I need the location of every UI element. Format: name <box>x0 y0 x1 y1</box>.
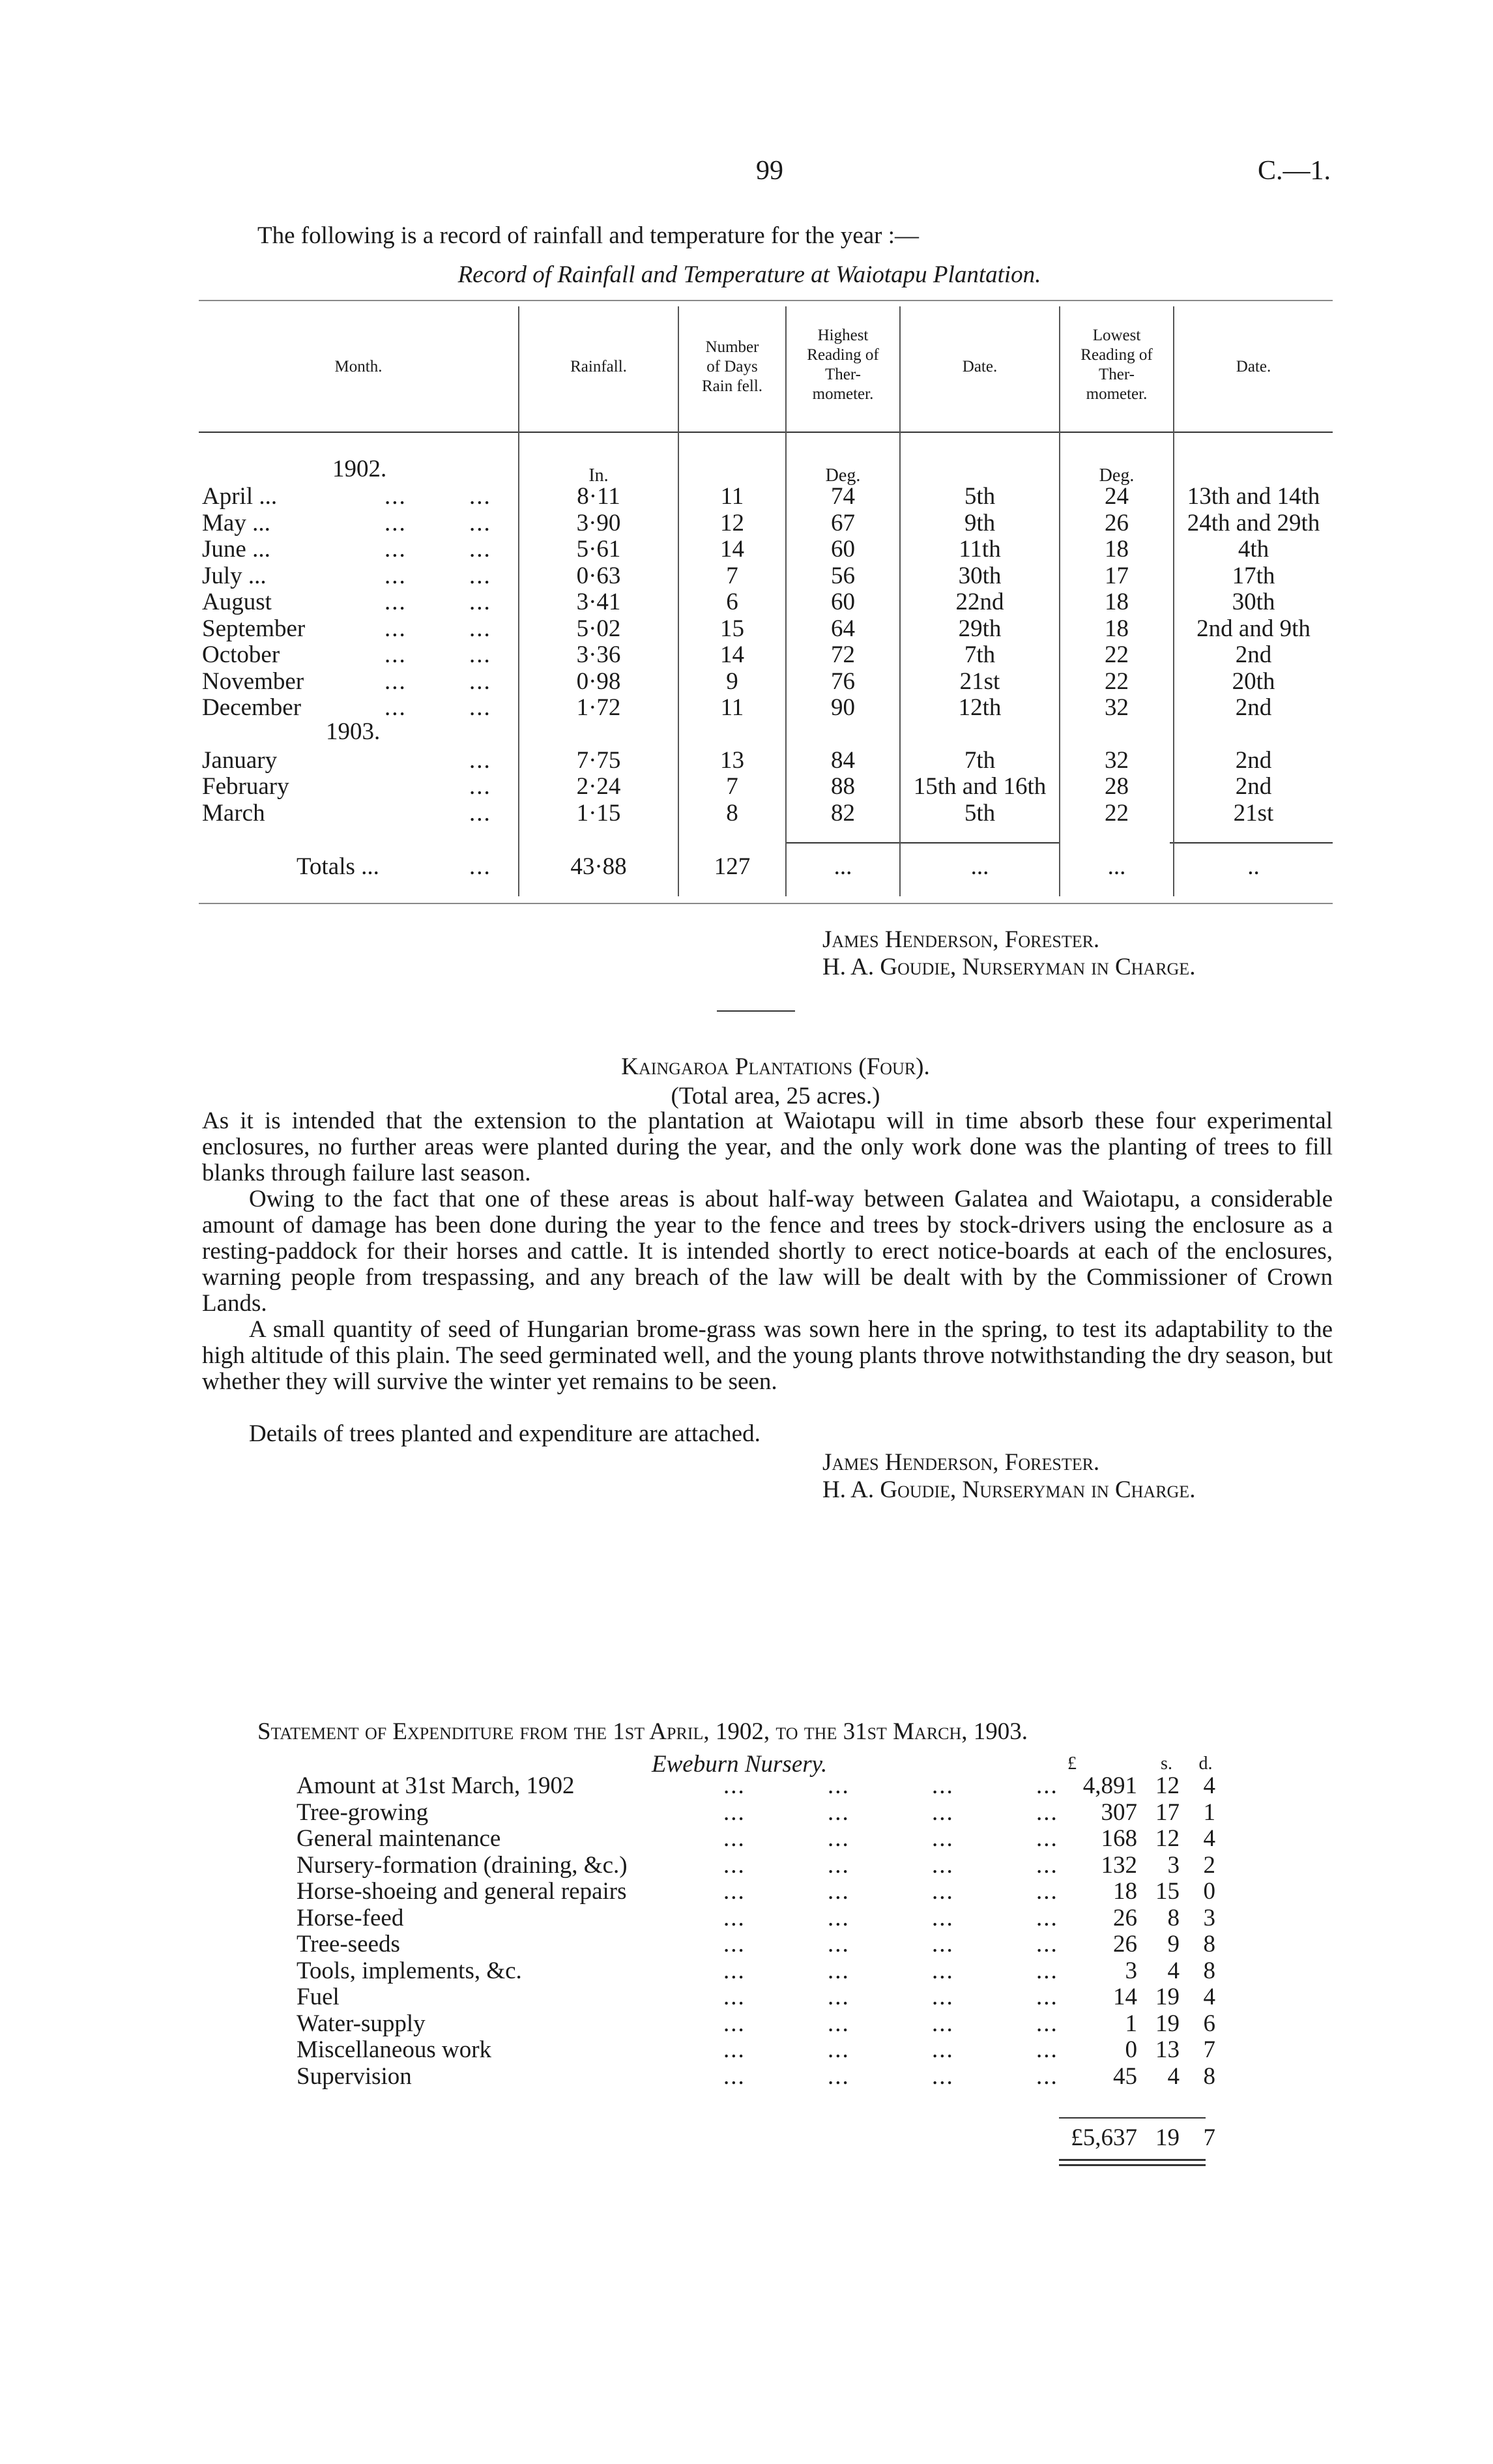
leader-dots: ... <box>469 562 491 589</box>
month-cell: November <box>202 667 304 695</box>
document-reference: C.—1. <box>1258 156 1331 186</box>
leader-dots: ... <box>932 1931 954 1958</box>
header-highest-line4: mometer. <box>812 385 874 403</box>
expenditure-pence: 2 <box>1203 1851 1215 1879</box>
totals-hdate: ... <box>970 853 989 880</box>
high-cell: 74 <box>831 483 855 510</box>
month-cell: June ... <box>202 536 270 563</box>
header-rainfall: Rainfall. <box>570 358 627 375</box>
header-month: Month. <box>334 358 383 375</box>
leader-dots: ... <box>723 1772 746 1799</box>
expenditure-pounds: 0 <box>1125 2036 1137 2063</box>
high-cell: 64 <box>831 615 855 642</box>
leader-dots: ... <box>723 1957 746 1984</box>
header-date-low: Date. <box>1236 358 1271 375</box>
unit-high: Deg. <box>825 465 861 486</box>
hdate-cell: 5th <box>964 483 996 510</box>
leader-dots: ... <box>384 483 407 510</box>
leader-dots: ... <box>469 746 491 774</box>
high-cell: 72 <box>831 641 855 668</box>
leader-dots: ... <box>469 483 491 510</box>
low-cell: 17 <box>1105 562 1129 589</box>
totals-dots: ... <box>469 853 491 880</box>
month-cell: January <box>202 746 278 774</box>
low-cell: 28 <box>1105 773 1129 800</box>
header-date-high: Date. <box>962 358 998 375</box>
totals-rain: 43·88 <box>570 853 627 880</box>
leader-dots: ... <box>932 1825 954 1852</box>
signature-forester-2: James Henderson, Forester. <box>822 1449 1100 1476</box>
expenditure-pounds: 132 <box>1101 1851 1137 1879</box>
hdate-cell: 15th and 16th <box>913 773 1047 800</box>
leader-dots: ... <box>723 1798 746 1826</box>
expenditure-label: Amount at 31st March, 1902 <box>297 1772 575 1799</box>
leader-dots: ... <box>828 1851 850 1879</box>
expenditure-label: Miscellaneous work <box>297 2036 492 2063</box>
low-cell: 24 <box>1105 483 1129 510</box>
expenditure-pounds: 1 <box>1125 2010 1137 2037</box>
leader-dots: ... <box>469 799 491 827</box>
ldate-cell: 20th <box>1232 667 1275 695</box>
signature-forester-1: James Henderson, Forester. <box>822 926 1100 953</box>
high-cell: 76 <box>831 667 855 695</box>
leader-dots: ... <box>932 1878 954 1905</box>
leader-dots: ... <box>723 1984 746 2010</box>
paragraph-3: A small quantity of seed of Hungarian brome-grass was sown here in the spring, to test its adaptability to the high altitude of this plain. The seed germinated well, and the young plants throve notwithstanding the dry season, but whether they will survive the winter yet remains to be seen. <box>202 1316 1333 1395</box>
leader-dots: ... <box>828 1984 850 2010</box>
rain-cell: 3·41 <box>576 589 621 615</box>
expenditure-pounds: 26 <box>1113 1904 1137 1931</box>
month-cell: May ... <box>202 509 270 536</box>
expenditure-shillings: 17 <box>1155 1798 1180 1826</box>
expenditure-pounds: 26 <box>1113 1931 1137 1958</box>
hdate-cell: 11th <box>959 536 1001 563</box>
month-cell: February <box>202 773 289 800</box>
leader-dots: ... <box>1036 1772 1058 1799</box>
expenditure-pence: 1 <box>1203 1798 1215 1826</box>
ldate-cell: 24th and 29th <box>1187 509 1320 536</box>
days-cell: 12 <box>720 509 744 536</box>
col-pence-header: d. <box>1198 1753 1213 1774</box>
leader-dots: ... <box>932 2062 954 2090</box>
expenditure-shillings: 12 <box>1155 1772 1180 1799</box>
leader-dots: ... <box>1036 1798 1058 1826</box>
header-lowest-line2: Reading of <box>1080 346 1153 364</box>
paragraph-4: Details of trees planted and expenditure are attached. <box>249 1420 761 1447</box>
leader-dots: ... <box>828 1772 850 1799</box>
high-cell: 67 <box>831 509 855 536</box>
leader-dots: ... <box>828 1878 850 1905</box>
hdate-cell: 7th <box>964 746 996 774</box>
leader-dots: ... <box>469 773 491 800</box>
expenditure-subtitle: Eweburn Nursery. <box>652 1751 828 1778</box>
high-cell: 82 <box>831 799 855 827</box>
leader-dots: ... <box>384 589 407 615</box>
leader-dots: ... <box>469 641 491 668</box>
expenditure-pence: 4 <box>1203 1984 1215 2010</box>
leader-dots: ... <box>1036 1957 1058 1984</box>
expenditure-pence: 8 <box>1203 2062 1215 2090</box>
leader-dots: ... <box>469 667 491 695</box>
rain-cell: 2·24 <box>576 773 621 800</box>
hdate-cell: 9th <box>964 509 996 536</box>
hdate-cell: 22nd <box>955 589 1004 615</box>
ldate-cell: 2nd <box>1235 641 1272 668</box>
high-cell: 60 <box>831 589 855 615</box>
leader-dots: ... <box>828 1904 850 1931</box>
expenditure-label: Supervision <box>297 2062 412 2090</box>
header-lowest-line4: mometer. <box>1086 385 1148 403</box>
leader-dots: ... <box>384 536 407 563</box>
kaingaroa-subtitle: (Total area, 25 acres.) <box>671 1083 880 1109</box>
low-cell: 18 <box>1105 589 1129 615</box>
kaingaroa-title: Kaingaroa Plantations (Four). <box>621 1053 930 1080</box>
paragraph-1: As it is intended that the extension to the plantation at Waiotapu will in time absorb these four experimental enclosures, no further areas were planted during the year, and the only work done was the planting of trees to fill blanks through failure last season. <box>202 1107 1333 1186</box>
month-cell: December <box>202 694 302 721</box>
leader-dots: ... <box>1036 1825 1058 1852</box>
leader-dots: ... <box>469 615 491 642</box>
leader-dots: ... <box>932 2036 954 2063</box>
leader-dots: ... <box>723 1931 746 1958</box>
hdate-cell: 29th <box>958 615 1002 642</box>
ldate-cell: 13th and 14th <box>1187 483 1320 510</box>
month-cell: October <box>202 641 280 668</box>
leader-dots: ... <box>1036 1931 1058 1958</box>
hdate-cell: 5th <box>964 799 996 827</box>
leader-dots: ... <box>828 1825 850 1852</box>
total-pounds: £5,637 <box>1071 2124 1137 2151</box>
expenditure-label: Water-supply <box>297 2010 426 2037</box>
expenditure-pence: 8 <box>1203 1957 1215 1984</box>
leader-dots: ... <box>828 2010 850 2037</box>
hdate-cell: 7th <box>964 641 996 668</box>
expenditure-pounds: 307 <box>1101 1798 1137 1826</box>
header-highest <box>787 326 899 404</box>
header-highest-line3: Ther- <box>824 366 862 383</box>
year-1903: 1903. <box>326 718 381 745</box>
leader-dots: ... <box>469 536 491 563</box>
leader-dots: ... <box>1036 1984 1058 2010</box>
rain-cell: 0·63 <box>576 562 621 589</box>
low-cell: 22 <box>1105 799 1129 827</box>
leader-dots: ... <box>384 694 407 721</box>
header-highest-line1: Highest <box>817 327 869 344</box>
hdate-cell: 21st <box>959 667 1000 695</box>
low-cell: 18 <box>1105 536 1129 563</box>
total-pence: 7 <box>1203 2124 1215 2151</box>
header-lowest <box>1060 326 1173 404</box>
expenditure-pence: 7 <box>1203 2036 1215 2063</box>
low-cell: 22 <box>1105 641 1129 668</box>
leader-dots: ... <box>1036 1851 1058 1879</box>
days-cell: 11 <box>720 483 744 510</box>
month-cell: July ... <box>202 562 267 589</box>
leader-dots: ... <box>828 1798 850 1826</box>
expenditure-pounds: 168 <box>1101 1825 1137 1852</box>
month-cell: April ... <box>202 483 278 510</box>
days-cell: 8 <box>726 799 738 827</box>
signature-nurseryman-2: H. A. Goudie, Nurseryman in Charge. <box>822 1476 1196 1503</box>
totals-low: ... <box>1107 853 1126 880</box>
leader-dots: ... <box>828 1931 850 1958</box>
year-1902: 1902. <box>332 456 387 482</box>
ldate-cell: 30th <box>1232 589 1275 615</box>
expenditure-shillings: 4 <box>1167 2062 1180 2090</box>
low-cell: 32 <box>1105 694 1129 721</box>
rain-cell: 1·72 <box>576 694 621 721</box>
section-divider <box>717 1010 795 1012</box>
expenditure-pence: 0 <box>1203 1878 1215 1905</box>
rain-cell: 1·15 <box>576 799 621 827</box>
total-rule-top <box>1059 2117 1206 2119</box>
month-cell: August <box>202 589 272 615</box>
expenditure-pence: 6 <box>1203 2010 1215 2037</box>
leader-dots: ... <box>723 1851 746 1879</box>
col-shillings-header: s. <box>1161 1753 1172 1774</box>
expenditure-label: Tools, implements, &c. <box>297 1957 522 1984</box>
leader-dots: ... <box>1036 2010 1058 2037</box>
expenditure-shillings: 3 <box>1167 1851 1180 1879</box>
days-cell: 9 <box>726 667 738 695</box>
month-cell: September <box>202 615 306 642</box>
expenditure-label: Tree-seeds <box>297 1931 400 1958</box>
leader-dots: ... <box>932 1851 954 1879</box>
ldate-cell: 2nd <box>1235 773 1272 800</box>
header-highest-line2: Reading of <box>807 346 879 364</box>
header-days-line3: Rain fell. <box>701 377 763 395</box>
expenditure-shillings: 19 <box>1155 1984 1180 2010</box>
leader-dots: ... <box>469 509 491 536</box>
leader-dots: ... <box>1036 1878 1058 1905</box>
expenditure-shillings: 19 <box>1155 2010 1180 2037</box>
header-lowest-line3: Ther- <box>1098 366 1135 383</box>
ldate-cell: 17th <box>1232 562 1275 589</box>
leader-dots: ... <box>1036 1904 1058 1931</box>
totals-days: 127 <box>714 853 751 880</box>
leader-dots: ... <box>1036 2062 1058 2090</box>
leader-dots: ... <box>723 1904 746 1931</box>
expenditure-shillings: 13 <box>1155 2036 1180 2063</box>
intro-text: The following is a record of rainfall and temperature for the year :— <box>257 222 920 249</box>
total-shillings: 19 <box>1155 2124 1180 2151</box>
paragraph-2: Owing to the fact that one of these areas is about half-way between Galatea and Waiotapu, a considerable amount of damage has been done during the year to the fence and trees by stock-drivers using the enclosure as a resting-paddock for their horses and cattle. It is intended shortly to erect notice-boards at each of the enclosures, warning people from trespassing, and any breach of the law will be dealt with by the Commissioner of Crown Lands. <box>202 1186 1333 1317</box>
signature-nurseryman-1: H. A. Goudie, Nurseryman in Charge. <box>822 954 1196 980</box>
leader-dots: ... <box>828 2062 850 2090</box>
leader-dots: ... <box>1036 2036 1058 2063</box>
rain-cell: 3·36 <box>576 641 621 668</box>
expenditure-label: General maintenance <box>297 1825 501 1852</box>
leader-dots: ... <box>384 509 407 536</box>
ldate-cell: 2nd <box>1235 694 1272 721</box>
total-rule-double-2 <box>1059 2164 1206 2166</box>
leader-dots: ... <box>469 589 491 615</box>
header-lowest-line1: Lowest <box>1092 327 1141 344</box>
leader-dots: ... <box>384 615 407 642</box>
hdate-cell: 30th <box>958 562 1002 589</box>
unit-rain: In. <box>588 465 609 486</box>
expenditure-label: Tree-growing <box>297 1798 429 1826</box>
total-rule-double-1 <box>1059 2159 1206 2161</box>
totals-label: Totals ... <box>297 853 379 880</box>
unit-low: Deg. <box>1099 465 1135 486</box>
leader-dots: ... <box>384 641 407 668</box>
leader-dots: ... <box>469 694 491 721</box>
expenditure-title: Statement of Expenditure from the 1st April, 1902, to the 31st March, 1903. <box>257 1718 1028 1745</box>
header-days-line2: of Days <box>706 358 758 375</box>
leader-dots: ... <box>828 1957 850 1984</box>
low-cell: 22 <box>1105 667 1129 695</box>
page-number: 99 <box>756 156 783 186</box>
header-days <box>679 338 785 396</box>
expenditure-label: Fuel <box>297 1984 340 2010</box>
expenditure-pounds: 18 <box>1113 1878 1137 1905</box>
high-cell: 84 <box>831 746 855 774</box>
days-cell: 15 <box>720 615 744 642</box>
rain-cell: 3·90 <box>576 509 621 536</box>
ldate-cell: 4th <box>1238 536 1269 563</box>
days-cell: 6 <box>726 589 738 615</box>
leader-dots: ... <box>932 1772 954 1799</box>
expenditure-pence: 4 <box>1203 1825 1215 1852</box>
high-cell: 60 <box>831 536 855 563</box>
table-title: Record of Rainfall and Temperature at Waiotapu Plantation. <box>457 261 1041 288</box>
expenditure-shillings: 15 <box>1155 1878 1180 1905</box>
expenditure-pence: 8 <box>1203 1931 1215 1958</box>
rain-cell: 5·02 <box>576 615 621 642</box>
leader-dots: ... <box>384 667 407 695</box>
leader-dots: ... <box>723 2036 746 2063</box>
leader-dots: ... <box>723 2062 746 2090</box>
expenditure-pence: 4 <box>1203 1772 1215 1799</box>
month-cell: March <box>202 799 265 827</box>
ldate-cell: 21st <box>1233 799 1274 827</box>
leader-dots: ... <box>932 1798 954 1826</box>
ldate-cell: 2nd <box>1235 746 1272 774</box>
high-cell: 56 <box>831 562 855 589</box>
expenditure-pence: 3 <box>1203 1904 1215 1931</box>
expenditure-shillings: 9 <box>1167 1931 1180 1958</box>
days-cell: 13 <box>720 746 744 774</box>
expenditure-label: Nursery-formation (draining, &c.) <box>297 1851 628 1879</box>
days-cell: 11 <box>720 694 744 721</box>
expenditure-pounds: 14 <box>1113 1984 1137 2010</box>
totals-ldate: .. <box>1247 853 1260 880</box>
days-cell: 7 <box>726 773 738 800</box>
leader-dots: ... <box>723 1825 746 1852</box>
leader-dots: ... <box>828 2036 850 2063</box>
leader-dots: ... <box>932 1957 954 1984</box>
rain-cell: 7·75 <box>576 746 621 774</box>
rain-cell: 0·98 <box>576 667 621 695</box>
leader-dots: ... <box>932 1904 954 1931</box>
totals-high: ... <box>833 853 852 880</box>
leader-dots: ... <box>384 562 407 589</box>
leader-dots: ... <box>723 1878 746 1905</box>
hdate-cell: 12th <box>958 694 1002 721</box>
expenditure-pounds: 4,891 <box>1082 1772 1137 1799</box>
ldate-cell: 2nd and 9th <box>1196 615 1311 642</box>
low-cell: 32 <box>1105 746 1129 774</box>
days-cell: 14 <box>720 641 744 668</box>
leader-dots: ... <box>932 2010 954 2037</box>
days-cell: 14 <box>720 536 744 563</box>
expenditure-label: Horse-feed <box>297 1904 404 1931</box>
expenditure-pounds: 3 <box>1125 1957 1137 1984</box>
high-cell: 90 <box>831 694 855 721</box>
expenditure-shillings: 12 <box>1155 1825 1180 1852</box>
leader-dots: ... <box>932 1984 954 2010</box>
rain-cell: 8·11 <box>577 483 620 510</box>
expenditure-label: Horse-shoeing and general repairs <box>297 1878 627 1905</box>
low-cell: 18 <box>1105 615 1129 642</box>
expenditure-shillings: 4 <box>1167 1957 1180 1984</box>
header-days-line1: Number <box>705 338 759 356</box>
high-cell: 88 <box>831 773 855 800</box>
rain-cell: 5·61 <box>576 536 621 563</box>
low-cell: 26 <box>1105 509 1129 536</box>
days-cell: 7 <box>726 562 738 589</box>
expenditure-shillings: 8 <box>1167 1904 1180 1931</box>
expenditure-pounds: 45 <box>1113 2062 1137 2090</box>
leader-dots: ... <box>723 2010 746 2037</box>
col-pounds-header: £ <box>1067 1753 1077 1774</box>
